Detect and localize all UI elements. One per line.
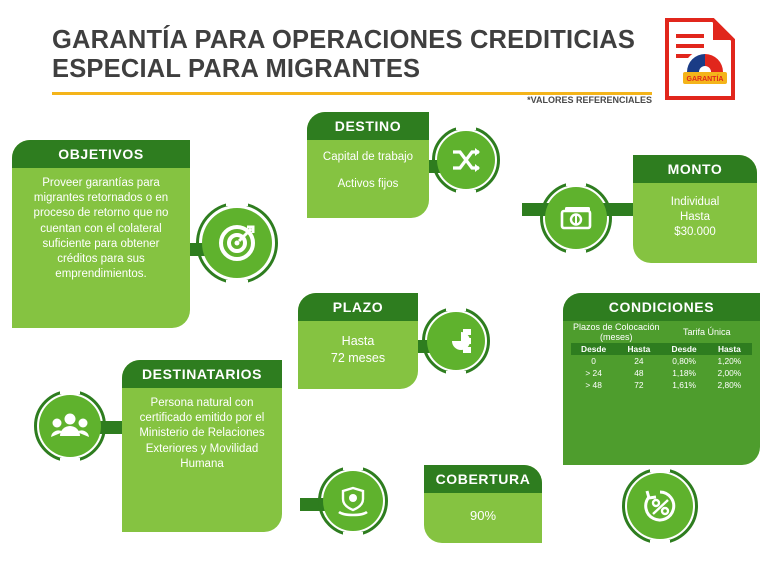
condiciones-title: CONDICIONES xyxy=(563,293,760,321)
page-title-line-1: GARANTÍA PARA OPERACIONES CREDITICIAS xyxy=(52,26,636,54)
guarantee-document-logo xyxy=(663,18,737,100)
condiciones-table xyxy=(571,321,752,391)
monto-line-0: Individual xyxy=(670,196,720,208)
condiciones-icon-wrap xyxy=(622,468,698,544)
cond-r1-c3: 2,00% xyxy=(717,368,742,379)
destino-icon-wrap xyxy=(432,126,500,194)
monto-body xyxy=(633,183,757,251)
condiciones-subheader-1: Hasta xyxy=(616,343,661,355)
page-title-line-2: ESPECIAL PARA MIGRANTES xyxy=(52,54,421,83)
cond-r0-c1: 24 xyxy=(634,356,644,367)
plazo-icon-wrap xyxy=(422,307,490,375)
cond-r2-c1: 72 xyxy=(634,380,644,391)
monto-title: MONTO xyxy=(633,155,757,183)
block-condiciones xyxy=(563,293,760,465)
monto-icon-wrap xyxy=(540,182,612,254)
reference-note: *VALORES REFERENCIALES xyxy=(527,95,652,105)
cond-r1-c1: 48 xyxy=(634,368,644,379)
plazo-line-0: Hasta xyxy=(341,334,375,348)
block-destino xyxy=(307,112,429,218)
table-row xyxy=(571,367,752,379)
objetivos-body: Proveer garantías para migrantes retornados o en proceso de retorno que no cuentan con el colateral suficiente para obtener créditos para sus emprendimientos. xyxy=(33,177,169,281)
destino-item-1: Activos fijos xyxy=(337,178,399,191)
condiciones-subheader-2: Desde xyxy=(662,343,707,355)
destino-body xyxy=(307,140,429,202)
table-row xyxy=(571,355,752,367)
page-title xyxy=(52,26,652,83)
condiciones-subheader-0: Desde xyxy=(571,343,616,355)
condiciones-group-header-1: Tarifa Única xyxy=(682,327,731,338)
condiciones-group-header-0: Plazos de Colocación (meses) xyxy=(572,322,660,343)
cond-r1-c0: > 24 xyxy=(585,368,602,379)
hand-shield-icon xyxy=(323,471,383,531)
money-bag-icon xyxy=(545,187,607,249)
cobertura-title: COBERTURA xyxy=(424,465,542,493)
condiciones-subheader-3: Hasta xyxy=(707,343,752,355)
monto-line-1: Hasta xyxy=(679,211,711,224)
block-objetivos xyxy=(12,140,190,328)
cond-r2-c3: 2,80% xyxy=(717,380,742,391)
destino-item-0: Capital de trabajo xyxy=(322,151,414,163)
block-monto xyxy=(633,155,757,263)
cond-r2-c0: > 48 xyxy=(585,380,602,391)
block-destinatarios xyxy=(122,360,282,532)
table-row xyxy=(571,379,752,391)
plazo-title: PLAZO xyxy=(298,293,418,321)
cond-r2-c2: 1,61% xyxy=(672,380,696,391)
cond-r0-c2: 0,80% xyxy=(672,356,696,367)
objetivos-title: OBJETIVOS xyxy=(12,140,190,168)
objetivos-icon-wrap xyxy=(196,202,278,284)
monto-line-2: $30.000 xyxy=(674,226,716,239)
cobertura-value: 90% xyxy=(469,508,497,523)
plazo-body xyxy=(298,321,418,376)
cond-r1-c2: 1,18% xyxy=(672,368,696,379)
cobertura-icon-wrap xyxy=(318,466,388,536)
destino-title: DESTINO xyxy=(307,112,429,140)
pie-chart-network-icon xyxy=(427,312,485,370)
logo-badge-label: GARANTÍA xyxy=(686,76,724,83)
destinatarios-title: DESTINATARIOS xyxy=(122,360,282,388)
block-plazo xyxy=(298,293,418,389)
plazo-line-1: 72 meses xyxy=(330,350,386,365)
destinatarios-icon-wrap xyxy=(34,390,106,462)
percent-circle-icon xyxy=(627,473,693,539)
people-group-icon xyxy=(39,395,101,457)
cond-r0-c3: 1,20% xyxy=(717,356,742,367)
destinatarios-body: Persona natural con certificado emitido por el Ministerio de Relaciones Exteriores y Movilidad Humana xyxy=(139,397,265,470)
cond-r0-c0: 0 xyxy=(591,356,596,367)
block-cobertura xyxy=(424,465,542,543)
target-icon xyxy=(202,208,272,278)
shuffle-arrows-icon xyxy=(437,131,495,189)
